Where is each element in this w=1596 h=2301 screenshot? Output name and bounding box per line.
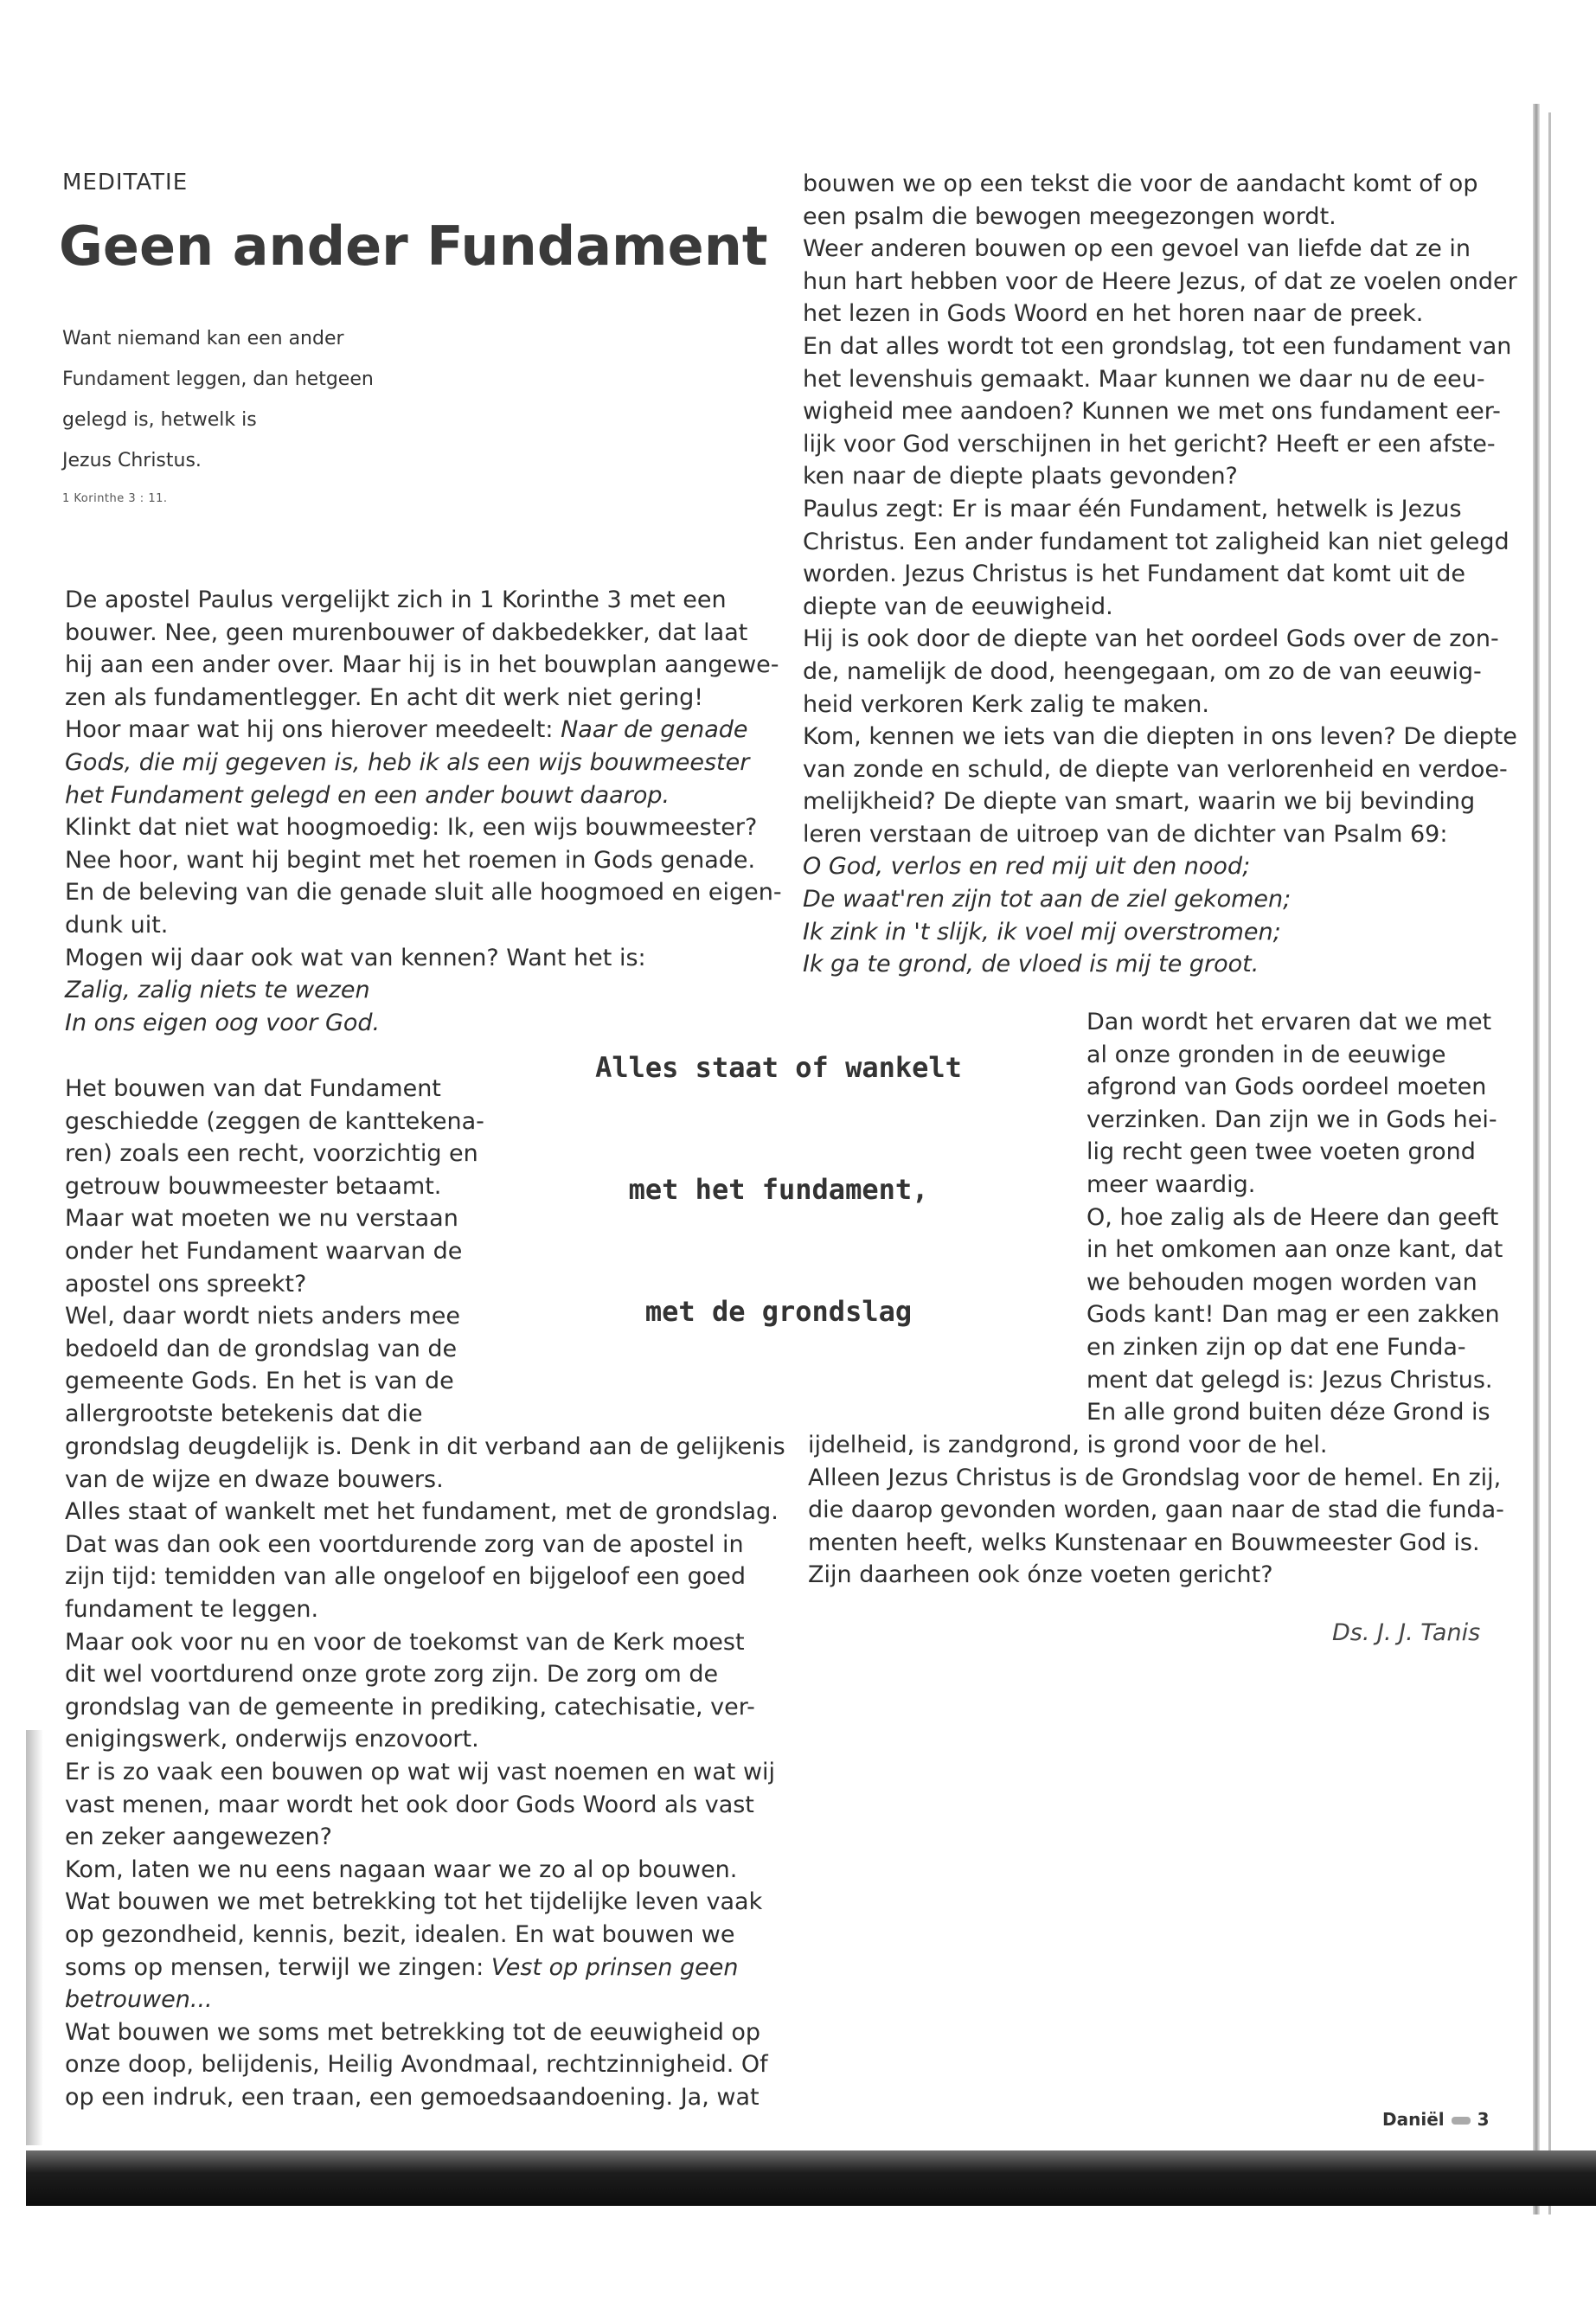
epigraph-line: gelegd is, hetwelk is [62, 409, 257, 431]
text-line [808, 1462, 1517, 1495]
text-run: Wat bouwen we met betrekking tot het tijdelijke leven vaak [65, 1888, 763, 1916]
italic-run: De waat'ren zijn tot aan de ziel gekomen; [803, 886, 1292, 913]
text-run: bouwer. Nee, geen murenbouwer of dakbedekker, dat laat [65, 619, 748, 646]
text-run: Kom, kennen we iets van die diepten in ons leven? De diepte [803, 723, 1517, 751]
text-run: En de beleving van die genade sluit alle hoogmoed en eigen- [65, 879, 782, 907]
italic-run: In ons eigen oog voor God. [65, 1009, 381, 1036]
column-2-lower [808, 1429, 1517, 1592]
text-line [65, 1756, 774, 1789]
article-title: Geen ander Fundament [59, 215, 768, 278]
text-line [65, 1691, 774, 1724]
text-line [65, 1886, 774, 1919]
text-line [65, 2081, 774, 2114]
text-line [65, 1529, 774, 1561]
text-line: Dan wordt het ervaren dat we met [1086, 1009, 1492, 1035]
text-line [803, 395, 1512, 428]
column-2-upper [803, 168, 1517, 981]
text-line: Gods kant! Dan mag er een zakken [1086, 1301, 1500, 1329]
text-run: heid verkoren Kerk zalig te maken. [803, 690, 1209, 718]
text-line [803, 558, 1512, 591]
text-line [808, 1429, 1517, 1462]
text-line [803, 850, 1512, 883]
text-run: het levenshuis gemaakt. Maar kunnen we daar nu de eeu- [803, 365, 1485, 393]
text-run: melijkheid? De diepte van smart, waarin we bij bevinding [803, 788, 1476, 816]
text-line: al onze gronden in de eeuwige [1086, 1041, 1446, 1068]
text-line: ment dat gelegd is: Jezus Christus. [1086, 1366, 1493, 1394]
text-line [65, 811, 757, 844]
text-line [803, 753, 1512, 786]
text-run: fundament te leggen. [65, 1595, 319, 1623]
epigraph-reference: 1 Korinthe 3 : 11. [62, 492, 168, 505]
pull-quote-line-2: met het fundament, [628, 1173, 929, 1206]
text-line [65, 1821, 774, 1854]
scan-page-edge [1533, 104, 1540, 2214]
text-run: en zeker aangewezen? [65, 1823, 332, 1851]
text-run: leren verstaan de uitroep van de dichter van Psalm 69: [803, 820, 1448, 848]
text-run: Weer anderen bouwen op een gevoel van liefde dat ze in [803, 235, 1471, 263]
text-line [65, 1984, 774, 2016]
text-line [65, 1007, 757, 1040]
text-line [808, 1559, 1517, 1592]
text-line [65, 2048, 774, 2081]
text-run: Klinkt dat niet wat hoogmoedig: Ik, een wijs bouwmeester? [65, 814, 758, 842]
text-line [65, 779, 757, 812]
text-run: soms op mensen, terwijl we zingen: [65, 1953, 491, 1981]
text-run: Kom, laten we nu eens nagaan waar we zo al op bouwen. [65, 1856, 738, 1883]
text-run: Maar ook voor nu en voor de toekomst van de Kerk moest [65, 1628, 745, 1656]
page-number: 3 [1477, 2109, 1490, 2130]
text-line [803, 201, 1512, 234]
section-label: MEDITATIE [62, 170, 189, 195]
italic-run: Ik ga te grond, de vloed is mij te groot. [803, 951, 1259, 978]
text-run: Dat was dan ook een voortdurende zorg van de apostel in [65, 1530, 744, 1558]
text-line: Wel, daar wordt niets anders mee [65, 1303, 460, 1330]
text-run: vast menen, maar wordt het ook door Gods Woord als vast [65, 1791, 754, 1818]
text-line [803, 428, 1512, 461]
text-line: ren) zoals een recht, voorzichtig en [65, 1140, 478, 1168]
text-run: op gezondheid, kennis, bezit, idealen. En wat bouwen we [65, 1920, 735, 1948]
text-line: Het bouwen van dat Fundament [65, 1075, 441, 1102]
text-line [803, 948, 1512, 981]
text-line [803, 493, 1512, 526]
text-line [803, 591, 1512, 624]
text-line: in het omkomen aan onze kant, dat [1086, 1236, 1503, 1264]
italic-run: het Fundament gelegd en een ander bouwt daarop. [65, 781, 670, 809]
text-line [803, 785, 1512, 818]
scan-shadow [26, 1730, 43, 2145]
text-line [803, 363, 1512, 396]
text-line [803, 526, 1512, 559]
text-line [65, 617, 757, 650]
text-line [803, 689, 1512, 721]
text-line [803, 818, 1512, 851]
text-line [65, 1431, 785, 1464]
text-line [803, 330, 1512, 363]
text-line: Maar wat moeten we nu verstaan [65, 1205, 458, 1233]
italic-run: Naar de genade [561, 716, 748, 744]
text-run: bouwen we op een tekst die voor de aandacht komt of op [803, 170, 1478, 197]
italic-run: Zalig, zalig niets te wezen [65, 977, 370, 1004]
text-run: De apostel Paulus vergelijkt zich in 1 Korinthe 3 met een [65, 586, 727, 613]
text-line [65, 1854, 774, 1887]
text-line: geschiedde (zeggen de kanttekena- [65, 1107, 484, 1135]
text-line [803, 656, 1512, 689]
text-line [803, 168, 1512, 201]
text-run: Alles staat of wankelt met het fundament, met de grondslag. [65, 1498, 779, 1526]
text-line [65, 747, 757, 779]
epigraph [62, 326, 426, 505]
column-2-narrow [1086, 1006, 1502, 1429]
text-line [65, 649, 779, 682]
text-line [803, 916, 1512, 949]
page-footer [1382, 2109, 1490, 2130]
text-run: ijdelheid, is zandgrond, is grond voor de hel. [808, 1432, 1328, 1458]
text-run: grondslag deugdelijk is. Denk in dit verband aan de gelijkenis [65, 1433, 785, 1460]
text-line [65, 1464, 774, 1497]
scan-page-edge-line [1548, 112, 1551, 2214]
text-line [65, 1496, 779, 1529]
text-line [65, 974, 757, 1007]
text-line [65, 714, 757, 747]
text-line [803, 298, 1512, 330]
text-line [65, 1626, 774, 1659]
text-line [803, 623, 1512, 656]
column-1-upper [65, 584, 782, 1039]
text-line [65, 1789, 774, 1822]
italic-run: Vest op prinsen geen [490, 1953, 739, 1981]
author-signature: Ds. J. J. Tanis [1332, 1619, 1481, 1646]
text-line: we behouden mogen worden van [1086, 1268, 1477, 1296]
text-line [65, 909, 757, 942]
text-line [808, 1494, 1517, 1527]
text-line [803, 266, 1517, 298]
text-run: enigingswerk, onderwijs enzovoort. [65, 1726, 479, 1753]
italic-run: betrouwen... [65, 1986, 213, 2014]
text-line: meer waardig. [1086, 1170, 1256, 1198]
text-line: verzinken. Dan zijn we in Gods hei- [1086, 1106, 1497, 1133]
column-1-lower [65, 1431, 785, 2113]
italic-run: Gods, die mij gegeven is, heb ik als een wijs bouwmeester [65, 748, 750, 776]
scan-bottom-border [26, 2150, 1596, 2206]
text-line [803, 233, 1512, 266]
text-line: afgrond van Gods oordeel moeten [1086, 1074, 1487, 1101]
text-line [65, 844, 757, 877]
text-line: gemeente Gods. En het is van de [65, 1368, 454, 1395]
text-line: allergrootste betekenis dat die [65, 1400, 423, 1427]
footer-ornament [1452, 2117, 1471, 2125]
text-run: de, namelijk de dood, heengegaan, om zo de van eeuwig- [803, 657, 1482, 685]
column-1-narrow [65, 1073, 515, 1431]
text-line [808, 1527, 1517, 1560]
text-line [65, 2016, 774, 2049]
text-run: worden. Jezus Christus is het Fundament dat komt uit de [803, 561, 1465, 588]
text-run: die daarop gevonden worden, gaan naar de stad die funda- [808, 1497, 1504, 1524]
text-line [65, 682, 757, 715]
pull-quote-line-3: met de grondslag [644, 1295, 913, 1328]
text-run: van zonde en schuld, de diepte van verlorenheid en verdoe- [803, 755, 1508, 783]
text-line [65, 1561, 774, 1593]
pull-quote-line-1: Alles staat of wankelt [595, 1051, 962, 1084]
text-run: lijk voor God verschijnen in het gericht? Heeft er een afste- [803, 430, 1496, 458]
text-run: Zijn daarheen ook ónze voeten gericht? [808, 1561, 1273, 1589]
text-line [65, 942, 757, 975]
text-line: En alle grond buiten déze Grond is [1086, 1399, 1490, 1426]
text-line: en zinken zijn op dat ene Funda- [1086, 1333, 1466, 1361]
text-run: wigheid mee aandoen? Kunnen we met ons fundament eer- [803, 398, 1501, 426]
italic-run: Ik zink in 't slijk, ik voel mij overstromen; [803, 918, 1281, 945]
text-line: O, hoe zalig als de Heere dan geeft [1086, 1203, 1499, 1231]
text-run: Mogen wij daar ook wat van kennen? Want het is: [65, 944, 646, 971]
text-run: Er is zo vaak een bouwen op wat wij vast noemen en wat wij [65, 1758, 776, 1785]
text-line [65, 1593, 774, 1626]
text-line: bedoeld dan de grondslag van de [65, 1335, 458, 1362]
text-line: apostel ons spreekt? [65, 1270, 307, 1298]
text-line [803, 460, 1512, 493]
text-run: op een indruk, een traan, een gemoedsaandoening. Ja, wat [65, 2083, 760, 2111]
text-run: zijn tijd: temidden van alle ongeloof en bijgeloof een goed [65, 1563, 746, 1591]
text-run: dit wel voortdurend onze grote zorg zijn. De zorg om de [65, 1661, 719, 1689]
text-run: diepte van de eeuwigheid. [803, 593, 1113, 620]
text-run: Hoor maar wat hij ons hierover meedeelt: [65, 716, 561, 744]
text-run: Christus. Een ander fundament tot zaligheid kan niet gelegd [803, 528, 1509, 555]
text-line: getrouw bouwmeester betaamt. [65, 1172, 442, 1200]
text-run: ken naar de diepte plaats gevonden? [803, 463, 1238, 490]
text-run: onze doop, belijdenis, Heilig Avondmaal, rechtzinnigheid. Of [65, 2051, 768, 2079]
text-line [65, 584, 757, 617]
text-line [65, 1919, 774, 1952]
epigraph-line: Want niemand kan een ander [62, 328, 344, 349]
text-line [65, 876, 782, 909]
text-run: dunk uit. [65, 911, 169, 939]
text-run: een psalm die bewogen meegezongen wordt. [803, 202, 1336, 230]
epigraph-line: Fundament leggen, dan hetgeen [62, 369, 374, 390]
text-line [803, 883, 1512, 916]
italic-run: O God, verlos en red mij uit den nood; [803, 853, 1251, 881]
text-line [65, 1658, 774, 1691]
text-line [65, 1952, 774, 1984]
text-run: Nee hoor, want hij begint met het roemen in Gods genade. [65, 846, 756, 874]
text-run: En dat alles wordt tot een grondslag, tot een fundament van [803, 332, 1512, 360]
text-run: grondslag van de gemeente in prediking, catechisatie, ver- [65, 1693, 755, 1721]
text-run: Paulus zegt: Er is maar één Fundament, hetwelk is Jezus [803, 495, 1462, 522]
text-line: onder het Fundament waarvan de [65, 1237, 463, 1265]
text-run: Alleen Jezus Christus is de Grondslag voor de hemel. En zij, [808, 1464, 1502, 1491]
text-run: van de wijze en dwaze bouwers. [65, 1465, 444, 1493]
text-line [65, 1723, 774, 1756]
text-run: het lezen in Gods Woord en het horen naar de preek. [803, 300, 1424, 328]
text-run: zen als fundamentlegger. En acht dit werk niet gering! [65, 683, 704, 711]
text-line [803, 721, 1517, 753]
text-run: Hij is ook door de diepte van het oordeel Gods over de zon- [803, 625, 1499, 653]
text-run: menten heeft, welks Kunstenaar en Bouwmeester God is. [808, 1529, 1480, 1556]
magazine-name: Daniël [1382, 2109, 1445, 2130]
text-run: hun hart hebben voor de Heere Jezus, of dat ze voelen onder [803, 267, 1517, 295]
epigraph-line: Jezus Christus. [62, 450, 202, 471]
text-run: Wat bouwen we soms met betrekking tot de eeuwigheid op [65, 2018, 761, 2046]
text-run: hij aan een ander over. Maar hij is in het bouwplan aangewe- [65, 651, 779, 679]
text-line: lig recht geen twee voeten grond [1086, 1138, 1476, 1166]
